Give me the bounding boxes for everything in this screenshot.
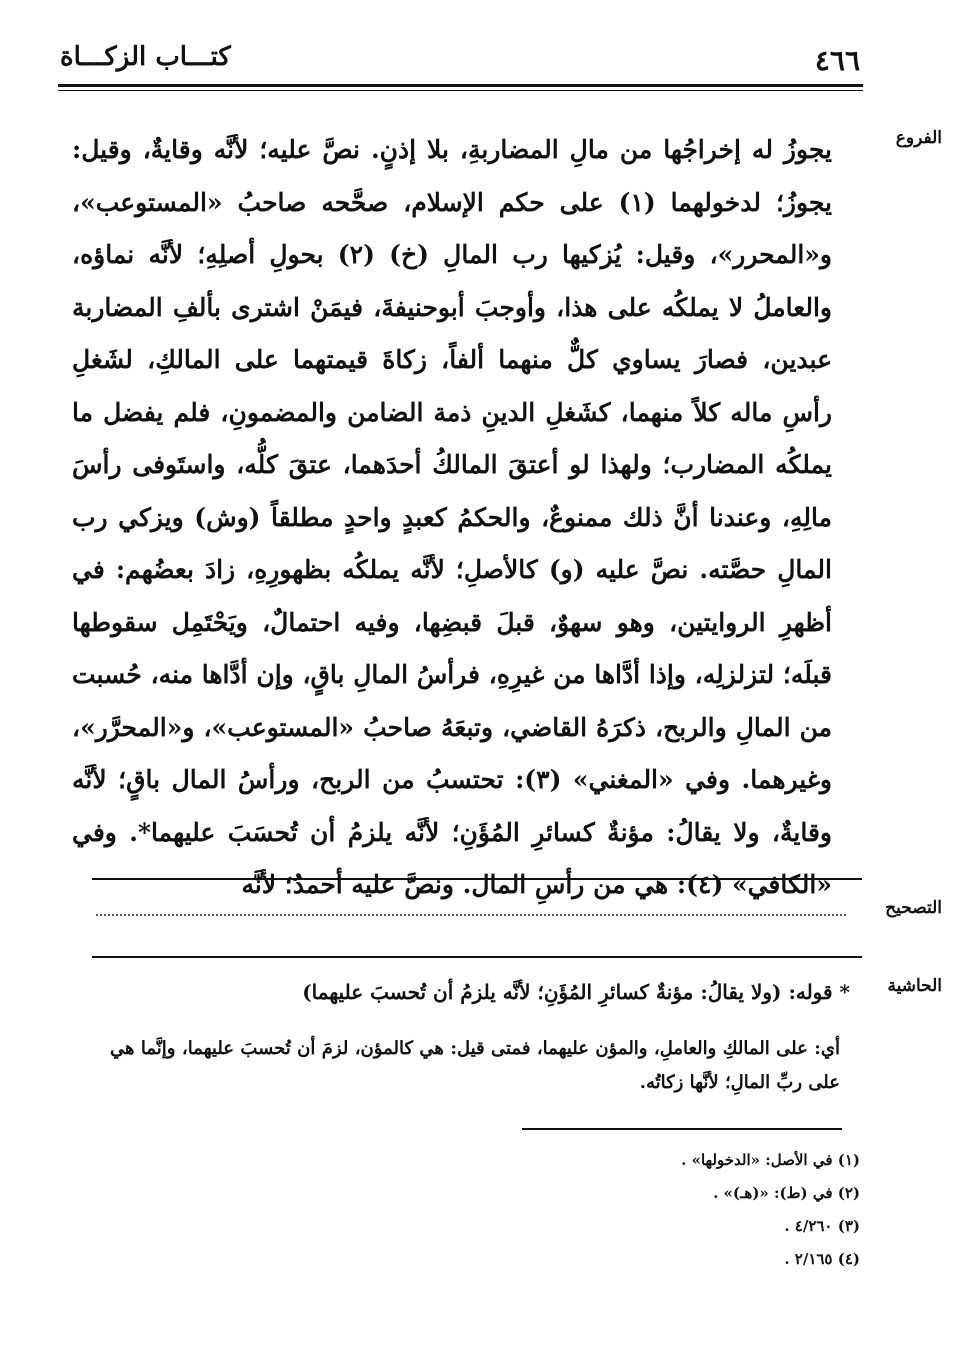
footnotes [440, 1144, 860, 1276]
footnote-1: (١) في الأصل: «الدخولها» . [681, 1151, 860, 1169]
footnote-2: (٢) في (ط): «(هـ)» . [713, 1184, 860, 1202]
tashih-dotted-line [96, 914, 846, 916]
hashiya-paragraph: أي: على المالكِ والعاملِ، والمؤن عليهما، فمتى قيل: هي كالمؤن، لزمَ أن تُحسبَ عليهما، وإنَّما هي على ربِّ المالِ؛ لأنَّها زكاتُه. [110, 1038, 840, 1093]
hashiya-body [110, 1032, 840, 1100]
section-rule-bottom [92, 956, 862, 958]
book-title: كتـــاب الزكـــاة [60, 42, 231, 72]
footnote-rule [522, 1128, 842, 1130]
section-rule-top [92, 878, 862, 880]
label-furu: الفروع [895, 128, 942, 148]
hashiya-heading: * قوله: (ولا يقالُ: مؤنةٌ كسائرِ المُؤَنِ؛ لأنَّه يلزمُ أن تُحسبَ عليهما) [302, 980, 850, 1004]
footnote-4: (٤) ٢/١٦٥ . [784, 1250, 860, 1268]
header-rule-thin [58, 90, 863, 91]
page-number: ٤٦٦ [814, 44, 860, 77]
header-rule [58, 84, 863, 87]
footnote-3: (٣) ٤/٢٦٠ . [784, 1217, 860, 1235]
main-text [72, 124, 832, 912]
label-tashih: التصحيح [885, 898, 942, 918]
label-hashiya: الحاشية [887, 976, 942, 996]
main-paragraph: يجوزُ له إخراجُها من مالِ المضاربةِ، بلا إذنٍ. نصَّ عليه؛ لأنَّه وقايةٌ، وقيل: يجوزُ؛ لدخولهما (١) على حكم الإسلام، صحَّحه صاحبُ «المستوعب»، و«المحرر»، وقيل: يُزكيها رب المالِ (خ) (٢) بحولِ أصلِهِ؛ لأنَّه نماؤه، والعاملُ لا يملكُه على هذا، وأوجبَ أبوحنيفةَ، فيمَنْ اشترى بألفِ المضاربة عبدين، فصارَ يساوي كلٌّ منهما ألفاً، زكاةَ قيمتهما على المالكِ، لشَغلِ رأسِ ماله كلاً منهما، كشَغلِ الدينِ ذمة الضامن والمضمونِ، فلم يفضل ما يملكُه المضارب؛ ولهذا لو أعتقَ المالكُ أحدَهما، عتقَ كلُّه، واستَوفى رأسَ مالِهِ، وعندنا أنَّ ذلك ممنوعٌ، والحكمُ كعبدٍ واحدٍ مطلقاً (وش) ويزكي رب المالِ حصَّته. نصَّ عليه (و) كالأصلِ؛ لأنَّه يملكُه بظهورِهِ، زادَ بعضُهم: في أظهرِ الروايتين، وهو سهوٌ، قبلَ قبضِها، وفيه احتمالٌ، ويَحْتَمِل سقوطها قبلَه؛ لتزلزلِه، وإذا أدَّاها من غيرِهِ، فرأسُ المالِ باقٍ، وإن أدَّاها منه، حُسبت من المالِ والربح، ذكرَهُ القاضي، وتبعَهُ صاحبُ «المستوعب»، و«المحرَّر»، وغيرهما. وفي «المغني» (٣): تحتسبُ من الربح، ورأسُ المال باقٍ؛ لأنَّه وقايةٌ، ولا يقالُ: مؤنةٌ كسائرِ المُؤَنِ؛ لأنَّه يلزمُ أن تُحسَبَ عليهما*. وفي «الكافي» (٤): هي من رأسِ المال. ونصَّ عليه أحمدُ؛ لأنَّه [72, 135, 832, 899]
